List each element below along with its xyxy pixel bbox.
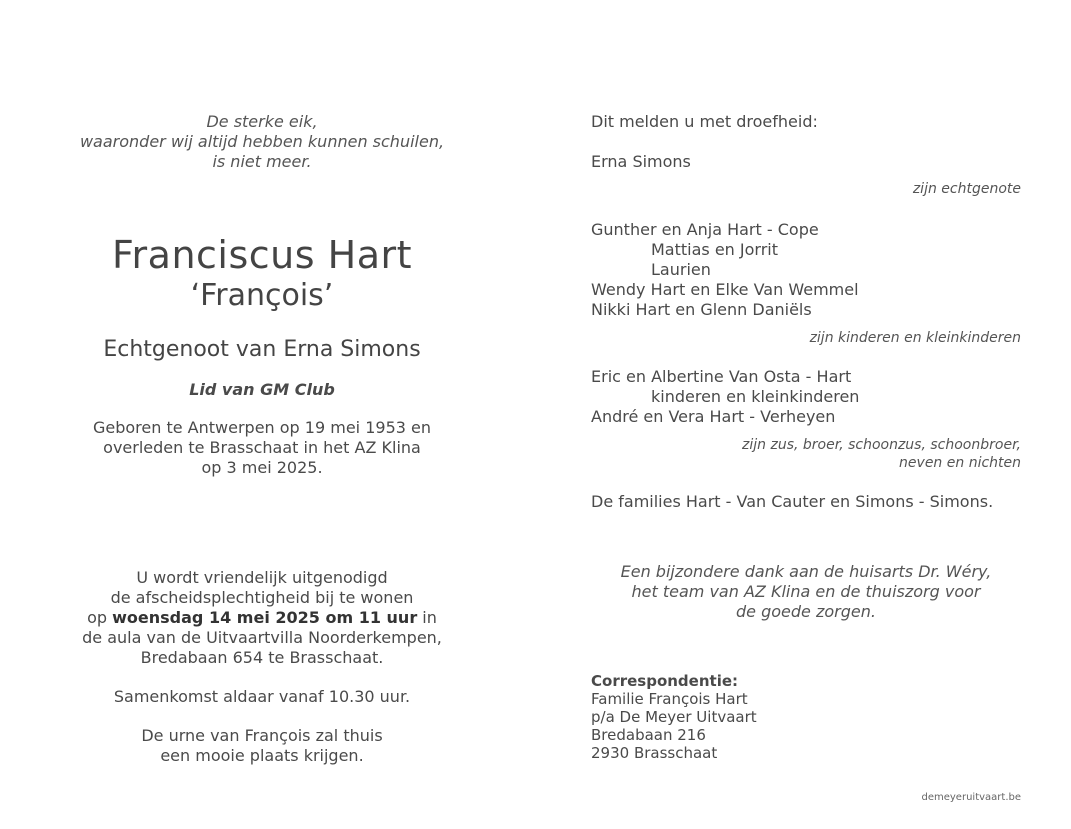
thanks-line: de goede zorgen. <box>736 602 876 621</box>
sibling-children-line: kinderen en kleinkinderen <box>651 387 860 406</box>
urn-line: De urne van François zal thuis <box>141 726 383 745</box>
opening-quote <box>40 112 484 172</box>
urn-line: een mooie plaats krijgen. <box>160 746 364 765</box>
correspondence-line: p/a De Meyer Uitvaart <box>591 708 757 726</box>
thanks-line: het team van AZ Klina en de thuiszorg voor <box>631 582 981 601</box>
urn-info <box>40 726 484 766</box>
funeral-invitation <box>40 568 484 668</box>
quote-line: waaronder wij altijd hebben kunnen schuilen, <box>79 132 445 151</box>
correspondence-line: 2930 Brasschaat <box>591 744 718 762</box>
sibling-line: André en Vera Hart - Verheyen <box>591 407 836 426</box>
announcement-intro: Dit melden u met droefheid: <box>591 112 818 131</box>
families-line: De families Hart - Van Cauter en Simons - Simons. <box>591 492 994 511</box>
deceased-nickname: ‘François’ <box>190 278 334 313</box>
birth-line: overleden te Brasschaat in het AZ Klina <box>103 438 421 457</box>
funeral-date: woensdag 14 mei 2025 om 11 uur <box>112 608 418 627</box>
spouse-line: Echtgenoot van Erna Simons <box>103 337 421 362</box>
siblings-role-line: neven en nichten <box>899 455 1021 471</box>
child-line: Gunther en Anja Hart - Cope <box>591 220 819 239</box>
invite-pre: op <box>87 608 113 627</box>
website-footer: demeyeruitvaart.be <box>921 792 1021 803</box>
sibling-line: Eric en Albertine Van Osta - Hart <box>591 367 852 386</box>
correspondence-line: Familie François Hart <box>591 690 748 708</box>
invite-line <box>40 608 484 628</box>
invite-post: in <box>417 608 437 627</box>
spouse-name: Erna Simons <box>591 152 691 171</box>
child-line: Wendy Hart en Elke Van Wemmel <box>591 280 859 299</box>
child-line: Nikki Hart en Glenn Daniëls <box>591 300 812 319</box>
birth-line: Geboren te Antwerpen op 19 mei 1953 en <box>92 418 431 437</box>
deceased-name: Franciscus Hart <box>111 233 413 277</box>
correspondence <box>591 672 1021 762</box>
birth-line: op 3 mei 2025. <box>201 458 323 477</box>
right-column <box>591 112 1021 762</box>
thanks-note <box>591 562 1021 622</box>
gathering-info: Samenkomst aldaar vanaf 10.30 uur. <box>113 687 411 706</box>
thanks-line: Een bijzondere dank aan de huisarts Dr. Wéry, <box>620 562 992 581</box>
correspondence-line: Bredabaan 216 <box>591 726 706 744</box>
birth-death-info <box>40 418 484 478</box>
left-column <box>40 112 484 766</box>
invite-line: Bredabaan 654 te Brasschaat. <box>140 648 384 667</box>
invite-line: de afscheidsplechtigheid bij te wonen <box>110 588 414 607</box>
correspondence-title: Correspondentie: <box>591 672 739 690</box>
grandchild-line: Laurien <box>651 260 711 279</box>
siblings-role <box>591 436 1021 472</box>
quote-line: is niet meer. <box>212 152 312 171</box>
club-membership: Lid van GM Club <box>189 380 335 399</box>
grandchild-line: Mattias en Jorrit <box>651 240 778 259</box>
invite-line: U wordt vriendelijk uitgenodigd <box>136 568 388 587</box>
siblings-role-line: zijn zus, broer, schoonzus, schoonbroer, <box>742 437 1021 453</box>
quote-line: De sterke eik, <box>206 112 318 131</box>
children-role: zijn kinderen en kleinkinderen <box>809 330 1021 346</box>
invite-line: de aula van de Uitvaartvilla Noorderkempen, <box>82 628 442 647</box>
spouse-role: zijn echtgenote <box>912 181 1021 197</box>
